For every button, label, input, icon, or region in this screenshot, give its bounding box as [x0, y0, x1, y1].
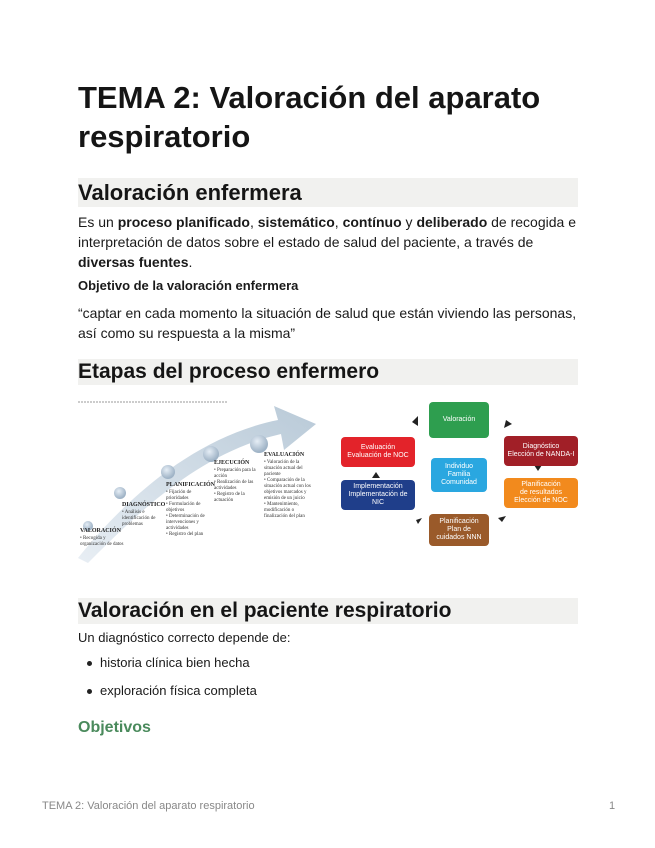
- arrow-icon: [412, 416, 418, 426]
- list-item: exploración física completa: [100, 681, 257, 701]
- section-heading-etapas: Etapas del proceso enfermero: [78, 359, 578, 385]
- arrow-icon: [372, 472, 380, 478]
- stage-text-valoracion: • Recogida y organización de datos: [80, 536, 124, 547]
- box-evaluacion: [341, 437, 415, 467]
- box-label: Planificación de resultados Elección de NOC: [514, 481, 568, 504]
- stage-ball-2: [114, 487, 126, 499]
- box-implementacion: [341, 480, 415, 510]
- footer-page-number: 1: [609, 800, 616, 812]
- list-item: historia clínica bien hecha: [100, 653, 257, 673]
- definition-paragraph: Es un proceso planificado, sistemático, contínuo y deliberado de recogida e interpretación de datos sobre el estado de salud del paciente, a través de diversas fuentes.: [78, 214, 576, 270]
- arrow-icon: [416, 518, 422, 524]
- box-label: Individuo Familia Comunidad: [441, 463, 477, 486]
- page-title: TEMA 2: Valoración del aparato respiratorio: [78, 80, 541, 154]
- diagnosis-list: [78, 653, 257, 709]
- section-heading-valoracion-enfermera: Valoración enfermera: [78, 178, 578, 207]
- box-valoracion: [429, 402, 489, 438]
- section-heading-paciente-respiratorio: Valoración en el paciente respiratorio: [78, 598, 578, 624]
- subheading-objetivos: Objetivos: [78, 719, 151, 736]
- stage-title-planificacion: PLANIFICACIÓN: [166, 482, 216, 488]
- stage-text-diagnostico: • Análisis e identificación de problemas: [122, 510, 156, 527]
- stage-ball-5: [250, 435, 268, 453]
- footer-title: TEMA 2: Valoración del aparato respiratorio: [42, 800, 255, 812]
- box-planificacion-cuidados: [429, 514, 489, 546]
- box-label: Evaluación Evaluación de NOC: [347, 444, 409, 459]
- stage-text-evaluacion: • Valoración de la situación actual del paciente • Comparación de la situación actual con los objetivos marcados y emisión de un juicio • Mantenimiento, modificación o finalización del plan: [264, 460, 311, 519]
- box-planificacion-resultados: [504, 478, 578, 508]
- box-diagnostico: [504, 436, 578, 466]
- nursing-process-cycle-diagram: [338, 398, 582, 550]
- objective-label: Objetivo de la valoración enfermera: [78, 278, 299, 293]
- stage-text-ejecucion: • Preparación para la acción • Realización de las actividades • Registro de la actuación: [214, 468, 256, 503]
- arrow-icon: [498, 516, 506, 522]
- box-center-individuo: [431, 458, 487, 492]
- stage-title-ejecucion: EJECUCIÓN: [214, 460, 250, 466]
- arrow-icon: [504, 420, 512, 428]
- box-label: Implementación Implementación de NIC: [348, 483, 408, 506]
- box-label: Valoración: [442, 416, 476, 423]
- stage-title-evaluacion: EVALUACIÓN: [264, 452, 305, 458]
- diagnosis-intro: Un diagnóstico correcto depende de:: [78, 630, 291, 645]
- stage-title-valoracion: VALORACIÓN: [80, 528, 121, 534]
- objective-quote: “captar en cada momento la situación de salud que están viviendo las personas, así como su respuesta a la misma”: [78, 305, 577, 341]
- box-label: Diagnóstico Elección de NANDA-I: [507, 443, 575, 458]
- box-label: Planificación Plan de cuidados NNN: [436, 518, 482, 541]
- stage-text-planificacion: • Fijación de prioridades • Formulación de objetivos • Determinación de intervenciones y actividades • Registro del plan: [166, 490, 205, 537]
- stage-ball-3: [161, 465, 175, 479]
- stage-title-diagnostico: DIAGNÓSTICO: [122, 502, 166, 508]
- nursing-process-stages-diagram: [78, 398, 320, 568]
